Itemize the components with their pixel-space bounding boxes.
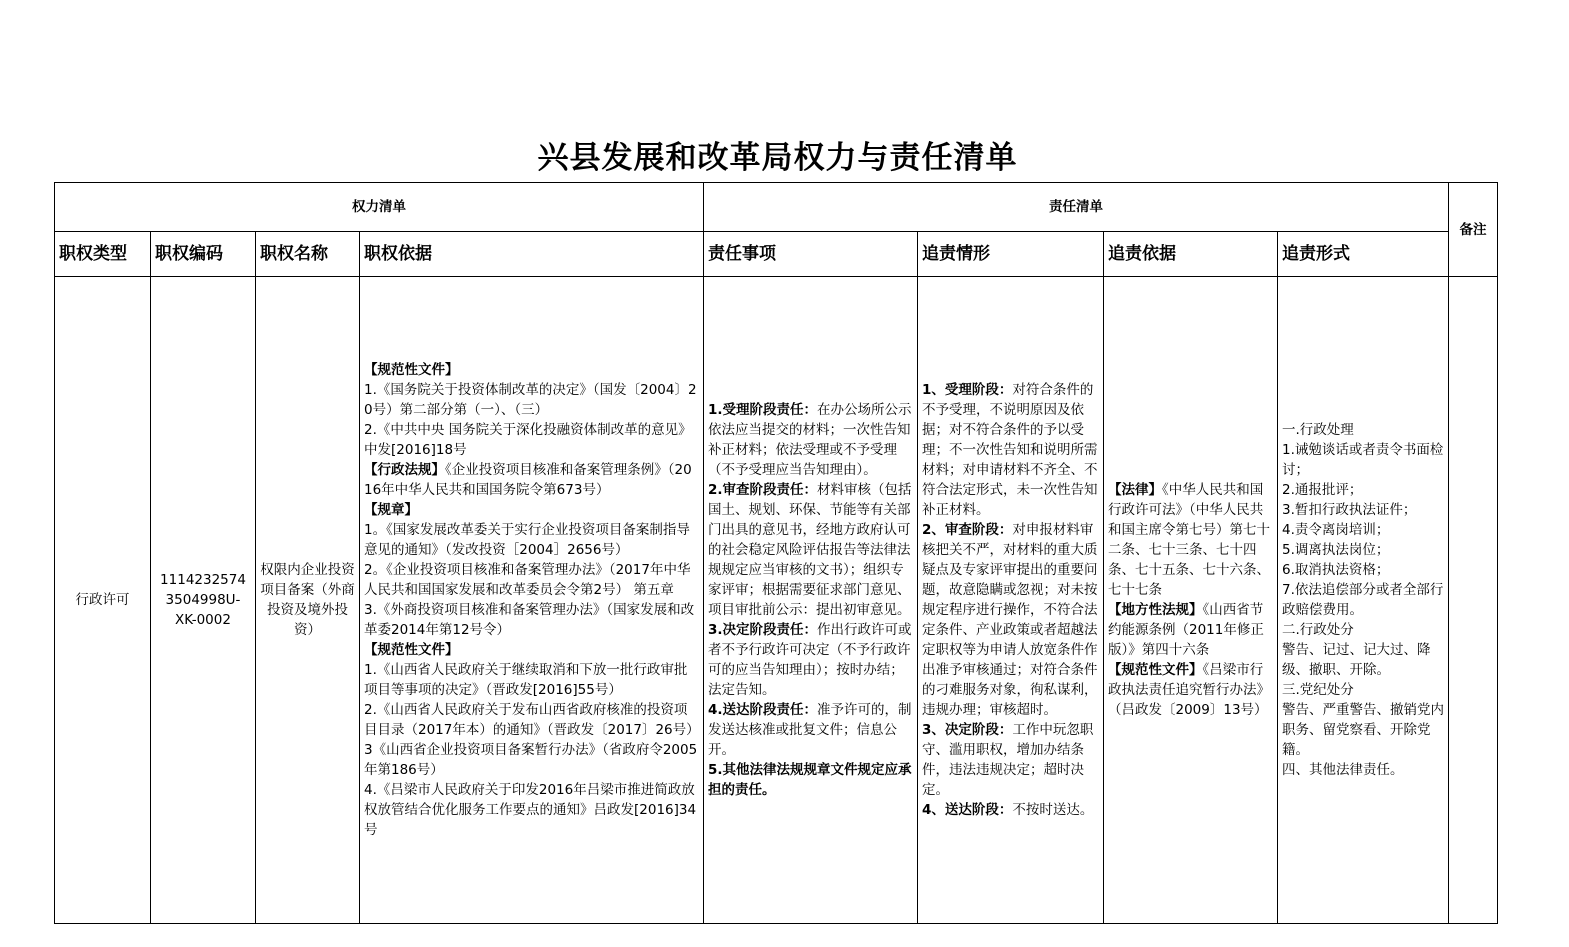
form-line: 警告、严重警告、撤销党内职务、留党察看、开除党籍。 bbox=[1282, 702, 1444, 758]
responsibility-item bbox=[708, 760, 913, 800]
cell-accountability bbox=[918, 277, 1104, 924]
item-text: 准予许可的，制发送达核准或批复文件；信息公开。 bbox=[708, 702, 912, 758]
code-line: XK-0002 bbox=[175, 612, 231, 628]
accountability-basis-item bbox=[1108, 600, 1273, 660]
col-header-code: 职权编码 bbox=[151, 232, 256, 277]
cell-accountability-basis bbox=[1104, 277, 1278, 924]
item-text: 作出行政许可或者不予行政许可决定（不予行政许可的应当告知理由）；按时办结；法定告知。 bbox=[708, 622, 912, 698]
cell-basis bbox=[360, 277, 704, 924]
form-line: 5.调离执法岗位； bbox=[1282, 542, 1390, 558]
accountability-item bbox=[922, 720, 1099, 800]
item-heading: 【地方性法规】 bbox=[1108, 602, 1203, 618]
item-heading: 2、审查阶段： bbox=[922, 522, 1013, 538]
col-header-name: 职权名称 bbox=[256, 232, 360, 277]
item-text: 材料审核（包括国土、规划、环保、节能等有关部门出具的意见书，经地方政府认可的社会稳定风险评估报告等法律法规规定应当审核的文书）；组织专家评审；根据需要征求部门意见、项目审批前公示：提出初审意见。 bbox=[708, 482, 912, 618]
basis-line bbox=[364, 460, 699, 500]
basis-category: 【行政法规】 bbox=[364, 462, 445, 478]
responsibility-item bbox=[708, 620, 913, 700]
form-line: 6.取消执法资格； bbox=[1282, 562, 1390, 578]
form-line: 二.行政处分 bbox=[1282, 622, 1354, 638]
item-text: 对符合条件的不予受理，不说明原因及依据；对不符合条件的予以受理；不一次性告知和说明所需材料；对申请材料不齐全、不符合法定形式，未一次性告知补正材料。 bbox=[922, 382, 1098, 518]
item-text: 工作中玩忽职守、滥用职权，增加办结条件，违法违规决定；超时决定。 bbox=[922, 722, 1094, 798]
basis-line: 【规范性文件】 bbox=[364, 362, 459, 378]
item-heading: 3、决定阶段： bbox=[922, 722, 1013, 738]
form-line: 一.行政处理 bbox=[1282, 422, 1354, 438]
responsibility-list-header: 责任清单 bbox=[704, 183, 1449, 232]
basis-line: 2.《山西省人民政府关于发布山西省政府核准的投资项目目录（2017年本）的通知》（晋政发〔2017〕26号） bbox=[364, 702, 700, 738]
accountability-item bbox=[922, 380, 1099, 520]
item-heading: 1.受理阶段责任： bbox=[708, 402, 818, 418]
basis-text: 《企业投资项目核准和备案管理条例》（2016年中华人民共和国国务院令第673号） bbox=[364, 462, 692, 498]
form-line: 2.通报批评； bbox=[1282, 482, 1363, 498]
item-heading: 【规范性文件】 bbox=[1108, 662, 1203, 678]
code-line: 3504998U- bbox=[165, 592, 241, 608]
basis-line: 3.《外商投资项目核准和备案管理办法》（国家发展和改革委2014年第12号令） bbox=[364, 602, 695, 638]
item-heading: 3.决定阶段责任： bbox=[708, 622, 818, 638]
power-list-header: 权力清单 bbox=[55, 183, 704, 232]
accountability-item bbox=[922, 800, 1099, 820]
item-text: 《山西省节约能源条例（2011年修正版）》第四十六条 bbox=[1108, 602, 1264, 658]
item-heading: 5.其他法律法规规章文件规定应承担的责任。 bbox=[708, 762, 912, 798]
col-header-accountability: 追责情形 bbox=[918, 232, 1104, 277]
form-line: 7.依法追偿部分或者全部行政赔偿费用。 bbox=[1282, 582, 1444, 618]
basis-line: 4.《吕梁市人民政府关于印发2016年吕梁市推进简政放权放管结合优化服务工作要点的通知》吕政发[2016]34号 bbox=[364, 782, 697, 838]
col-header-accountability-form: 追责形式 bbox=[1278, 232, 1449, 277]
item-heading: 2.审查阶段责任： bbox=[708, 482, 818, 498]
basis-line: 1.《国务院关于投资体制改革的决定》（国发〔2004〕20号）第二部分第（一）、（三） bbox=[364, 382, 697, 418]
col-header-responsibility: 责任事项 bbox=[704, 232, 918, 277]
accountability-basis-item bbox=[1108, 660, 1273, 720]
table-row bbox=[55, 277, 1498, 924]
basis-line: 2.《中共中央 国务院关于深化投融资体制改革的意见》中发[2016]18号 bbox=[364, 422, 692, 458]
responsibility-item bbox=[708, 700, 913, 760]
power-responsibility-table bbox=[54, 182, 1498, 924]
form-line: 警告、记过、记大过、降级、撤职、开除。 bbox=[1282, 642, 1431, 678]
accountability-basis-item bbox=[1108, 480, 1273, 600]
accountability-item bbox=[922, 520, 1099, 720]
basis-line: 【规范性文件】 bbox=[364, 642, 459, 658]
item-heading: 4、送达阶段： bbox=[922, 802, 1013, 818]
form-line: 3.暂扣行政执法证件； bbox=[1282, 502, 1417, 518]
col-header-type: 职权类型 bbox=[55, 232, 151, 277]
remark-header: 备注 bbox=[1449, 183, 1498, 277]
cell-responsibility bbox=[704, 277, 918, 924]
basis-line: 3《山西省企业投资项目备案暂行办法》（省政府令2005年第186号） bbox=[364, 742, 698, 778]
responsibility-item bbox=[708, 480, 913, 620]
cell-code bbox=[151, 277, 256, 924]
cell-type: 行政许可 bbox=[55, 277, 151, 924]
item-text: 不按时送达。 bbox=[1012, 802, 1094, 818]
page-title: 兴县发展和改革局权力与责任清单 bbox=[537, 140, 1018, 176]
form-line: 四、其他法律责任。 bbox=[1282, 762, 1404, 778]
col-header-basis: 职权依据 bbox=[360, 232, 704, 277]
form-line: 1.诫勉谈话或者责令书面检讨； bbox=[1282, 442, 1444, 478]
cell-accountability-form bbox=[1278, 277, 1449, 924]
responsibility-item bbox=[708, 400, 913, 480]
basis-line: 2。《企业投资项目核准和备案管理办法》（2017年中华人民共和国国家发展和改革委员会令第2号） 第五章 bbox=[364, 562, 691, 598]
item-text: 在办公场所公示依法应当提交的材料；一次性告知补正材料；依法受理或不予受理（不予受理应当告知理由）。 bbox=[708, 402, 912, 478]
cell-remark bbox=[1449, 277, 1498, 924]
form-line: 4.责令离岗培训； bbox=[1282, 522, 1390, 538]
code-line: 1114232574 bbox=[160, 572, 246, 588]
col-header-accountability-basis: 追责依据 bbox=[1104, 232, 1278, 277]
item-text: 《吕梁市行政执法责任追究暂行办法》（吕政发〔2009〕13号） bbox=[1108, 662, 1270, 718]
basis-line: 1。《国家发展改革委关于实行企业投资项目备案制指导意见的通知》（发改投资［2004］2656号） bbox=[364, 522, 690, 558]
basis-line: 1.《山西省人民政府关于继续取消和下放一批行政审批项目等事项的决定》（晋政发[2016]55号） bbox=[364, 662, 688, 698]
form-line: 三.党纪处分 bbox=[1282, 682, 1354, 698]
cell-name: 权限内企业投资项目备案（外商投资及境外投资） bbox=[256, 277, 360, 924]
basis-line: 【规章】 bbox=[364, 502, 418, 518]
item-heading: 1、受理阶段： bbox=[922, 382, 1013, 398]
item-text: 《中华人民共和国行政许可法》（中华人民共和国主席令第七号）第七十二条、七十三条、七十四条、七十五条、七十六条、七十七条 bbox=[1108, 482, 1270, 598]
item-heading: 4.送达阶段责任： bbox=[708, 702, 818, 718]
item-text: 对申报材料审核把关不严，对材料的重大质疑点及专家评审提出的重要问题，故意隐瞒或忽视；对未按规定程序进行操作，不符合法定条件、产业政策或者超越法定职权等为申请人放宽条件作出准予审核通过；对符合条件的刁难服务对象，徇私谋利，违规办理；审核超时。 bbox=[922, 522, 1098, 718]
item-heading: 【法律】 bbox=[1108, 482, 1162, 498]
